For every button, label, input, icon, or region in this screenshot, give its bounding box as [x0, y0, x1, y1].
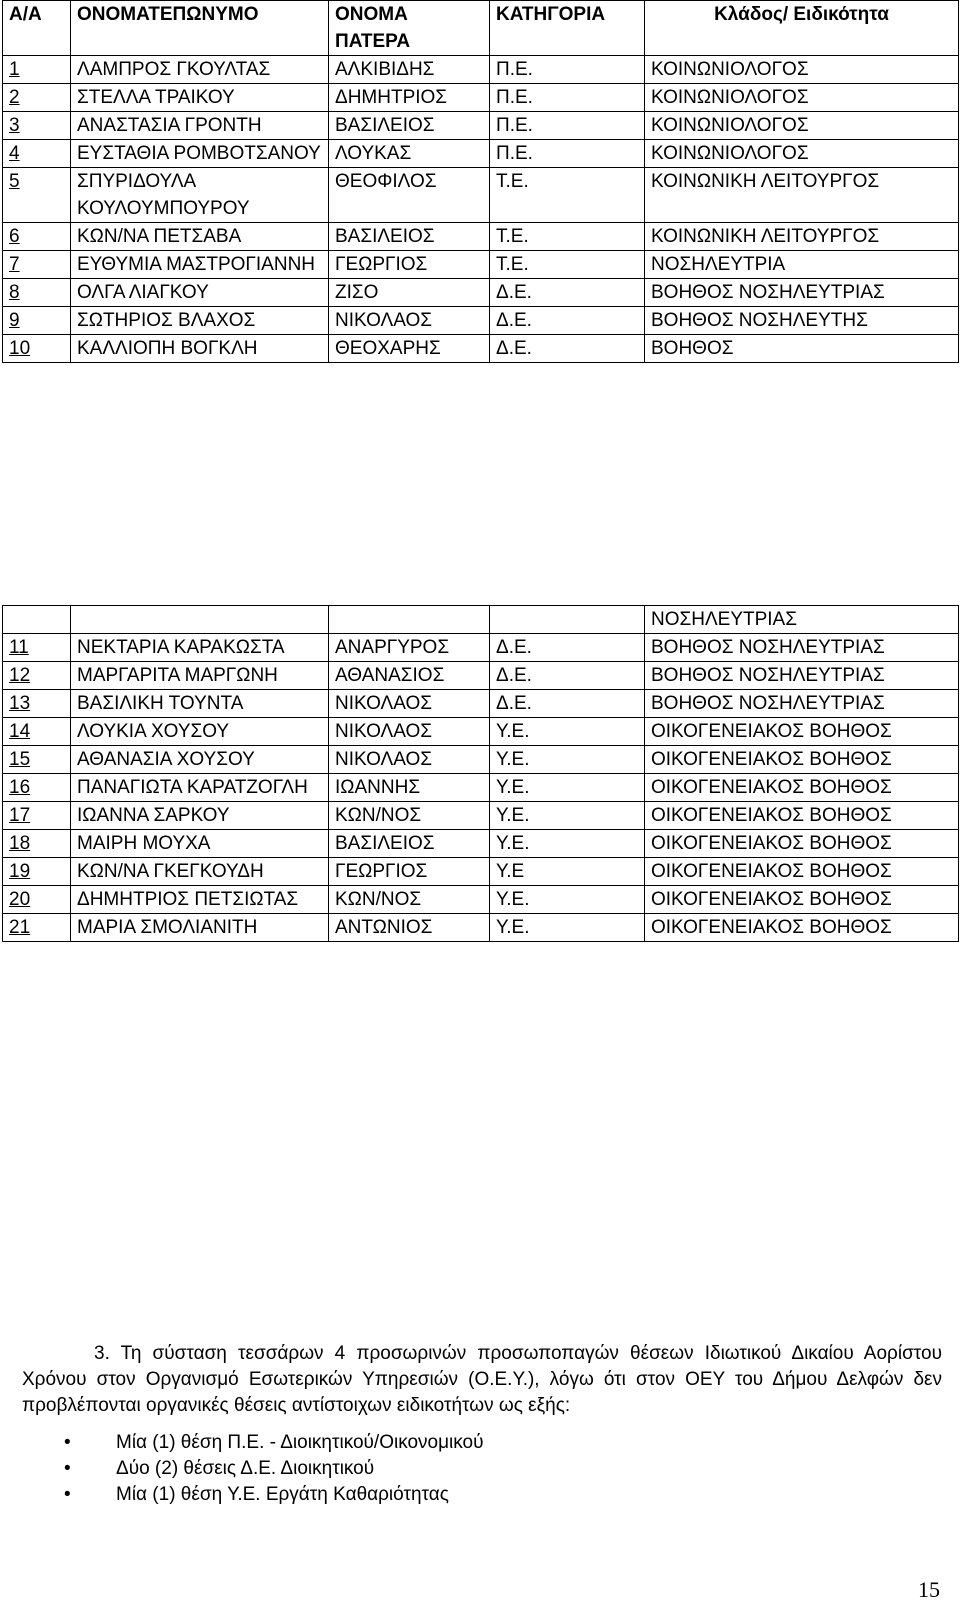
row-father-name: ΛΟΥΚΑΣ	[329, 140, 490, 168]
row-name: ΣΠΥΡΙΔΟΥΛΑ ΚΟΥΛΟΥΜΠΟΥΡΟΥ	[71, 168, 329, 223]
row-category: Υ.Ε.	[490, 746, 645, 774]
row-number: 16	[3, 774, 71, 802]
row-name: ΜΑΡΙΑ ΣΜΟΛΙΑΝΙΤΗ	[71, 914, 329, 942]
row-father-name: ΚΩΝ/ΝΟΣ	[329, 802, 490, 830]
row-specialty: ΚΟΙΝΩΝΙΚΗ ΛΕΙΤΟΥΡΓΟΣ	[645, 223, 959, 251]
row-number: 3	[3, 112, 71, 140]
row-specialty: ΟΙΚΟΓΕΝΕΙΑΚΟΣ ΒΟΗΘΟΣ	[645, 914, 959, 942]
header-father: ΟΝΟΜΑ ΠΑΤΕΡΑ	[329, 1, 490, 56]
row-number: 11	[3, 634, 71, 662]
row-specialty: ΟΙΚΟΓΕΝΕΙΑΚΟΣ ΒΟΗΘΟΣ	[645, 718, 959, 746]
row-number: 4	[3, 140, 71, 168]
row-category: Υ.Ε.	[490, 830, 645, 858]
row-number: 12	[3, 662, 71, 690]
row-name: ΜΑΡΓΑΡΙΤΑ ΜΑΡΓΩΝΗ	[71, 662, 329, 690]
row-category: Υ.Ε.	[490, 886, 645, 914]
table-row	[3, 279, 959, 307]
row-category: Υ.Ε	[490, 858, 645, 886]
row-specialty: ΟΙΚΟΓΕΝΕΙΑΚΟΣ ΒΟΗΘΟΣ	[645, 886, 959, 914]
table-row	[3, 251, 959, 279]
row-father-name: ΑΝΑΡΓΥΡΟΣ	[329, 634, 490, 662]
row-name: ΛΟΥΚΙΑ ΧΟΥΣΟΥ	[71, 718, 329, 746]
table-row	[3, 774, 959, 802]
row-father-name: ΔΗΜΗΤΡΙΟΣ	[329, 84, 490, 112]
table-row	[3, 307, 959, 335]
row-specialty: ΚΟΙΝΩΝΙΚΗ ΛΕΙΤΟΥΡΓΟΣ	[645, 168, 959, 223]
row-specialty: ΟΙΚΟΓΕΝΕΙΑΚΟΣ ΒΟΗΘΟΣ	[645, 802, 959, 830]
row-number: 21	[3, 914, 71, 942]
header-specialty: Κλάδος/ Ειδικότητα	[645, 1, 959, 56]
list-item: • Μία (1) θέση Υ.Ε. Εργάτη Καθαριότητας	[64, 1482, 484, 1508]
row-category: Υ.Ε.	[490, 802, 645, 830]
paragraph-text: 3. Τη σύσταση τεσσάρων 4 προσωρινών προσωποπαγών θέσεων Ιδιωτικού Δικαίου Αορίστου Χρόνου στον Οργανισμό Εσωτερικών Υπηρεσιών (Ο.Ε.Υ.), λόγω ότι στον ΟΕΥ του Δήμου Δελφών δεν προβλέπονται οργανικές θέσεις αντίστοιχων ειδικοτήτων ως εξής:	[22, 1343, 942, 1416]
table-row	[3, 662, 959, 690]
table-row	[3, 886, 959, 914]
staff-table-part1	[2, 0, 959, 363]
row-father-name: ΑΘΑΝΑΣΙΟΣ	[329, 662, 490, 690]
table-row	[3, 746, 959, 774]
list-item: • Δύο (2) θέσεις Δ.Ε. Διοικητικού	[64, 1456, 484, 1482]
positions-list	[64, 1430, 484, 1508]
row-category: Π.Ε.	[490, 84, 645, 112]
row-category: Τ.Ε.	[490, 168, 645, 223]
row-specialty: ΚΟΙΝΩΝΙΟΛΟΓΟΣ	[645, 56, 959, 84]
row-number: 8	[3, 279, 71, 307]
row-father-name: ΝΙΚΟΛΑΟΣ	[329, 718, 490, 746]
row-specialty: ΒΟΗΘΟΣ ΝΟΣΗΛΕΥΤΡΙΑΣ	[645, 279, 959, 307]
row-category: Δ.Ε.	[490, 307, 645, 335]
table-row	[3, 802, 959, 830]
table-row	[3, 56, 959, 84]
row-father-name: ΖΙΣΟ	[329, 279, 490, 307]
row-specialty: ΚΟΙΝΩΝΙΟΛΟΓΟΣ	[645, 140, 959, 168]
row-father-name: ΓΕΩΡΓΙΟΣ	[329, 858, 490, 886]
table-row	[3, 223, 959, 251]
row-father-name: ΝΙΚΟΛΑΟΣ	[329, 690, 490, 718]
row-father-name: ΙΩΑΝΝΗΣ	[329, 774, 490, 802]
table-row	[3, 112, 959, 140]
header-no: Α/Α	[3, 1, 71, 56]
decision-paragraph	[22, 1341, 942, 1419]
row-category: Δ.Ε.	[490, 335, 645, 363]
header-name: ΟΝΟΜΑΤΕΠΩΝΥΜΟ	[71, 1, 329, 56]
row-name: ΣΩΤΗΡΙΟΣ ΒΛΑΧΟΣ	[71, 307, 329, 335]
row-number: 13	[3, 690, 71, 718]
table-row	[3, 634, 959, 662]
table-header-row	[3, 1, 959, 56]
row-name: ΑΘΑΝΑΣΙΑ ΧΟΥΣΟΥ	[71, 746, 329, 774]
row-number: 14	[3, 718, 71, 746]
row-specialty: ΒΟΗΘΟΣ ΝΟΣΗΛΕΥΤΡΙΑΣ	[645, 662, 959, 690]
row-specialty: ΝΟΣΗΛΕΥΤΡΙΑ	[645, 251, 959, 279]
row-category: Υ.Ε.	[490, 914, 645, 942]
row-specialty: ΒΟΗΘΟΣ ΝΟΣΗΛΕΥΤΡΙΑΣ	[645, 634, 959, 662]
row-father-name: ΒΑΣΙΛΕΙΟΣ	[329, 223, 490, 251]
row-father-name: ΒΑΣΙΛΕΙΟΣ	[329, 830, 490, 858]
row-number: 6	[3, 223, 71, 251]
row-category: Δ.Ε.	[490, 662, 645, 690]
row-specialty: ΒΟΗΘΟΣ ΝΟΣΗΛΕΥΤΗΣ	[645, 307, 959, 335]
table-row	[3, 168, 959, 223]
page-number: 15	[918, 1577, 940, 1602]
row-father-name: ΝΙΚΟΛΑΟΣ	[329, 746, 490, 774]
row-name: ΜΑΙΡΗ ΜΟΥΧΑ	[71, 830, 329, 858]
table-row	[3, 690, 959, 718]
table-row	[3, 858, 959, 886]
row-category: Δ.Ε.	[490, 279, 645, 307]
row-name: ΚΩΝ/ΝΑ ΠΕΤΣΑΒΑ	[71, 223, 329, 251]
row-specialty: ΟΙΚΟΓΕΝΕΙΑΚΟΣ ΒΟΗΘΟΣ	[645, 830, 959, 858]
row-category: Τ.Ε.	[490, 223, 645, 251]
row-category: Υ.Ε.	[490, 774, 645, 802]
row-number: 10	[3, 335, 71, 363]
row-category: Υ.Ε.	[490, 718, 645, 746]
list-item: • Μία (1) θέση Π.Ε. - Διοικητικού/Οικονομικού	[64, 1430, 484, 1456]
row-category: Δ.Ε.	[490, 690, 645, 718]
row-father-name: ΓΕΩΡΓΙΟΣ	[329, 251, 490, 279]
row-specialty: ΚΟΙΝΩΝΙΟΛΟΓΟΣ	[645, 112, 959, 140]
row-specialty: ΟΙΚΟΓΕΝΕΙΑΚΟΣ ΒΟΗΘΟΣ	[645, 858, 959, 886]
row-name: ΛΑΜΠΡΟΣ ΓΚΟΥΛΤΑΣ	[71, 56, 329, 84]
row-number: 19	[3, 858, 71, 886]
row-name: ΙΩΑΝΝΑ ΣΑΡΚΟΥ	[71, 802, 329, 830]
row-category: Π.Ε.	[490, 112, 645, 140]
header-category: ΚΑΤΗΓΟΡΙΑ	[490, 1, 645, 56]
row-number: 15	[3, 746, 71, 774]
row-name: ΕΥΣΤΑΘΙΑ ΡΟΜΒΟΤΣΑΝΟΥ	[71, 140, 329, 168]
row-name: ΟΛΓΑ ΛΙΑΓΚΟΥ	[71, 279, 329, 307]
row-name: ΑΝΑΣΤΑΣΙΑ ΓΡΟΝΤΗ	[71, 112, 329, 140]
row-father-name: ΑΛΚΙΒΙΔΗΣ	[329, 56, 490, 84]
row-name: ΚΩΝ/ΝΑ ΓΚΕΓΚΟΥΔΗ	[71, 858, 329, 886]
row-father-name: ΑΝΤΩΝΙΟΣ	[329, 914, 490, 942]
row-father-name: ΘΕΟΦΙΛΟΣ	[329, 168, 490, 223]
row-specialty: ΒΟΗΘΟΣ ΝΟΣΗΛΕΥΤΡΙΑΣ	[645, 690, 959, 718]
row-name: ΝΕΚΤΑΡΙΑ ΚΑΡΑΚΩΣΤΑ	[71, 634, 329, 662]
table-row	[3, 830, 959, 858]
continuation-row	[3, 606, 959, 634]
row-name: ΒΑΣΙΛΙΚΗ ΤΟΥΝΤΑ	[71, 690, 329, 718]
row-number: 18	[3, 830, 71, 858]
row-specialty: ΟΙΚΟΓΕΝΕΙΑΚΟΣ ΒΟΗΘΟΣ	[645, 774, 959, 802]
continuation-specialty: ΝΟΣΗΛΕΥΤΡΙΑΣ	[645, 606, 959, 634]
row-number: 7	[3, 251, 71, 279]
row-father-name: ΝΙΚΟΛΑΟΣ	[329, 307, 490, 335]
row-specialty: ΒΟΗΘΟΣ	[645, 335, 959, 363]
row-number: 20	[3, 886, 71, 914]
table-row	[3, 84, 959, 112]
row-category: Δ.Ε.	[490, 634, 645, 662]
row-category: Τ.Ε.	[490, 251, 645, 279]
row-name: ΣΤΕΛΛΑ ΤΡΑΙΚΟΥ	[71, 84, 329, 112]
row-father-name: ΒΑΣΙΛΕΙΟΣ	[329, 112, 490, 140]
row-father-name: ΚΩΝ/ΝΟΣ	[329, 886, 490, 914]
row-number: 1	[3, 56, 71, 84]
row-category: Π.Ε.	[490, 140, 645, 168]
staff-table-part2	[2, 605, 959, 942]
row-number: 5	[3, 168, 71, 223]
table-row	[3, 335, 959, 363]
table-row	[3, 718, 959, 746]
row-name: ΔΗΜΗΤΡΙΟΣ ΠΕΤΣΙΩΤΑΣ	[71, 886, 329, 914]
row-number: 9	[3, 307, 71, 335]
row-number: 17	[3, 802, 71, 830]
row-specialty: ΟΙΚΟΓΕΝΕΙΑΚΟΣ ΒΟΗΘΟΣ	[645, 746, 959, 774]
row-father-name: ΘΕΟΧΑΡΗΣ	[329, 335, 490, 363]
row-number: 2	[3, 84, 71, 112]
table-row	[3, 914, 959, 942]
row-name: ΠΑΝΑΓΙΩΤΑ ΚΑΡΑΤΖΟΓΛΗ	[71, 774, 329, 802]
table-row	[3, 140, 959, 168]
row-name: ΚΑΛΛΙΟΠΗ ΒΟΓΚΛΗ	[71, 335, 329, 363]
row-category: Π.Ε.	[490, 56, 645, 84]
row-specialty: ΚΟΙΝΩΝΙΟΛΟΓΟΣ	[645, 84, 959, 112]
row-name: ΕΥΘΥΜΙΑ ΜΑΣΤΡΟΓΙΑΝΝΗ	[71, 251, 329, 279]
